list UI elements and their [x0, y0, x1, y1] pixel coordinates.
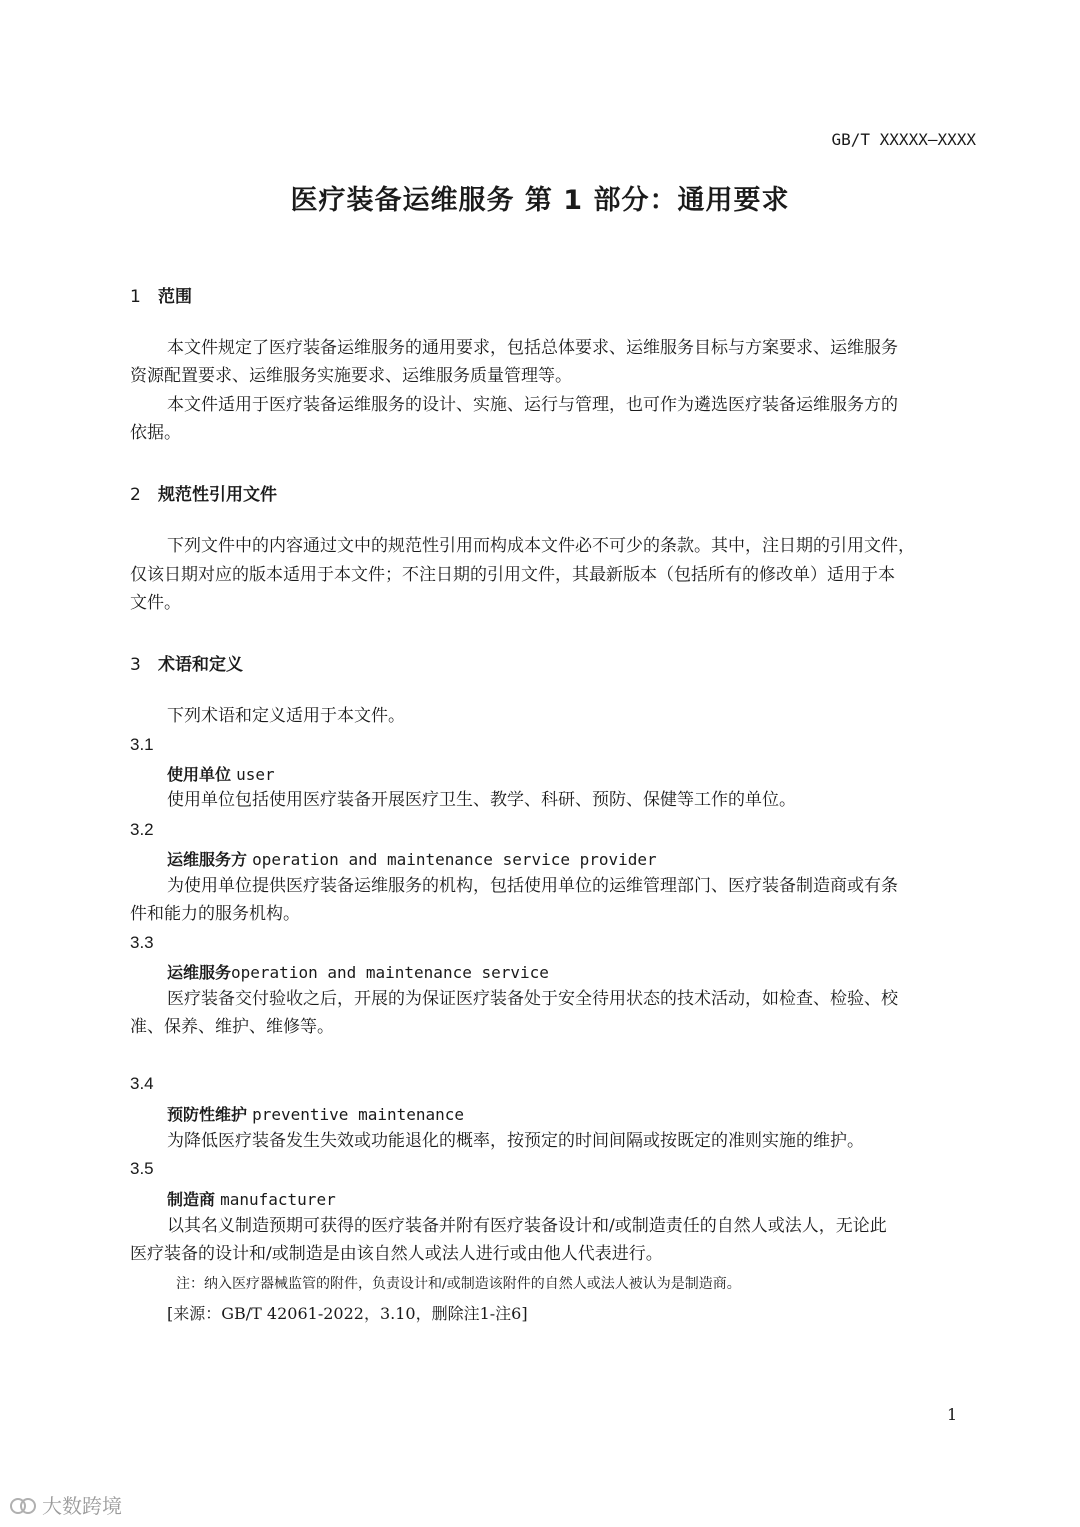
standard-code: GB/T XXXXX—XXXX	[831, 130, 976, 149]
term-definition: 为降低医疗装备发生失效或功能退化的概率，按预定的时间间隔或按既定的准则实施的维护。	[167, 1131, 864, 1151]
section-title: 范围	[158, 287, 192, 307]
term-definition: 使用单位包括使用医疗装备开展医疗卫生、教学、科研、预防、保健等工作的单位。	[167, 790, 796, 810]
term-definition: 医疗装备交付验收之后，开展的为保证医疗装备处于安全待用状态的技术活动，如检查、检验、校	[167, 989, 898, 1009]
paragraph-line: 下列文件中的内容通过文中的规范性引用而构成本文件必不可少的条款。其中，注日期的引用文件，	[167, 536, 915, 556]
watermark	[10, 1490, 122, 1519]
term-note: 注：纳入医疗器械监管的附件，负责设计和/或制造该附件的自然人或法人被认为是制造商。	[176, 1276, 741, 1292]
term-number: 3.2	[130, 820, 154, 839]
watermark-text: 大数跨境	[42, 1494, 122, 1518]
paragraph-line: 依据。	[130, 423, 181, 443]
term-definition: 件和能力的服务机构。	[130, 904, 300, 924]
term-number: 3.3	[130, 933, 154, 952]
term-definition: 医疗装备的设计和/或制造是由该自然人或法人进行或由他人代表进行。	[130, 1244, 663, 1264]
term-source: [来源：GB/T 42061-2022，3.10，删除注1-注6]	[167, 1304, 528, 1323]
term-en: preventive maintenance	[252, 1105, 465, 1124]
term-en: manufacturer	[220, 1190, 336, 1209]
term-cn: 运维服务方	[167, 850, 248, 869]
paragraph-line: 仅该日期对应的版本适用于本文件；不注日期的引用文件，其最新版本（包括所有的修改单）适用于本	[130, 565, 895, 585]
term-cn: 运维服务	[167, 963, 232, 982]
section-3-heading	[130, 650, 243, 675]
term-definition: 准、保养、维护、维修等。	[130, 1017, 334, 1037]
section-number: 3	[130, 655, 141, 675]
section-title: 规范性引用文件	[158, 485, 277, 505]
paragraph-line: 本文件适用于医疗装备运维服务的设计、实施、运行与管理，也可作为遴选医疗装备运维服务方的	[167, 395, 898, 415]
term-heading	[167, 1187, 336, 1210]
section-2-heading	[130, 480, 277, 505]
term-definition: 以其名义制造预期可获得的医疗装备并附有医疗装备设计和/或制造责任的自然人或法人，无论此	[167, 1216, 887, 1236]
term-en: user	[236, 765, 275, 784]
term-heading	[167, 960, 549, 983]
document-title: 医疗装备运维服务 第 1 部分：通用要求	[290, 185, 790, 216]
term-cn: 预防性维护	[167, 1105, 248, 1124]
term-en: operation and maintenance service	[231, 963, 549, 982]
section-3-intro: 下列术语和定义适用于本文件。	[167, 706, 405, 726]
term-heading	[167, 1102, 464, 1125]
term-en: operation and maintenance service provider	[252, 850, 657, 869]
term-number: 3.1	[130, 735, 154, 754]
section-number: 2	[130, 485, 141, 505]
term-definition: 为使用单位提供医疗装备运维服务的机构，包括使用单位的运维管理部门、医疗装备制造商或有条	[167, 876, 898, 896]
paragraph-line: 资源配置要求、运维服务实施要求、运维服务质量管理等。	[130, 366, 572, 386]
term-cn: 制造商	[167, 1190, 216, 1209]
section-1-heading	[130, 282, 192, 307]
term-heading	[167, 847, 657, 870]
term-number: 3.4	[130, 1074, 154, 1093]
term-number: 3.5	[130, 1159, 154, 1178]
paragraph-line: 本文件规定了医疗装备运维服务的通用要求，包括总体要求、运维服务目标与方案要求、运维服务	[167, 338, 898, 358]
weibo-logo-icon	[10, 1495, 36, 1515]
paragraph-line: 文件。	[130, 593, 181, 613]
page-number: 1	[947, 1405, 958, 1424]
section-number: 1	[130, 287, 141, 307]
term-heading	[167, 762, 275, 785]
term-cn: 使用单位	[167, 765, 232, 784]
section-title: 术语和定义	[158, 655, 243, 675]
